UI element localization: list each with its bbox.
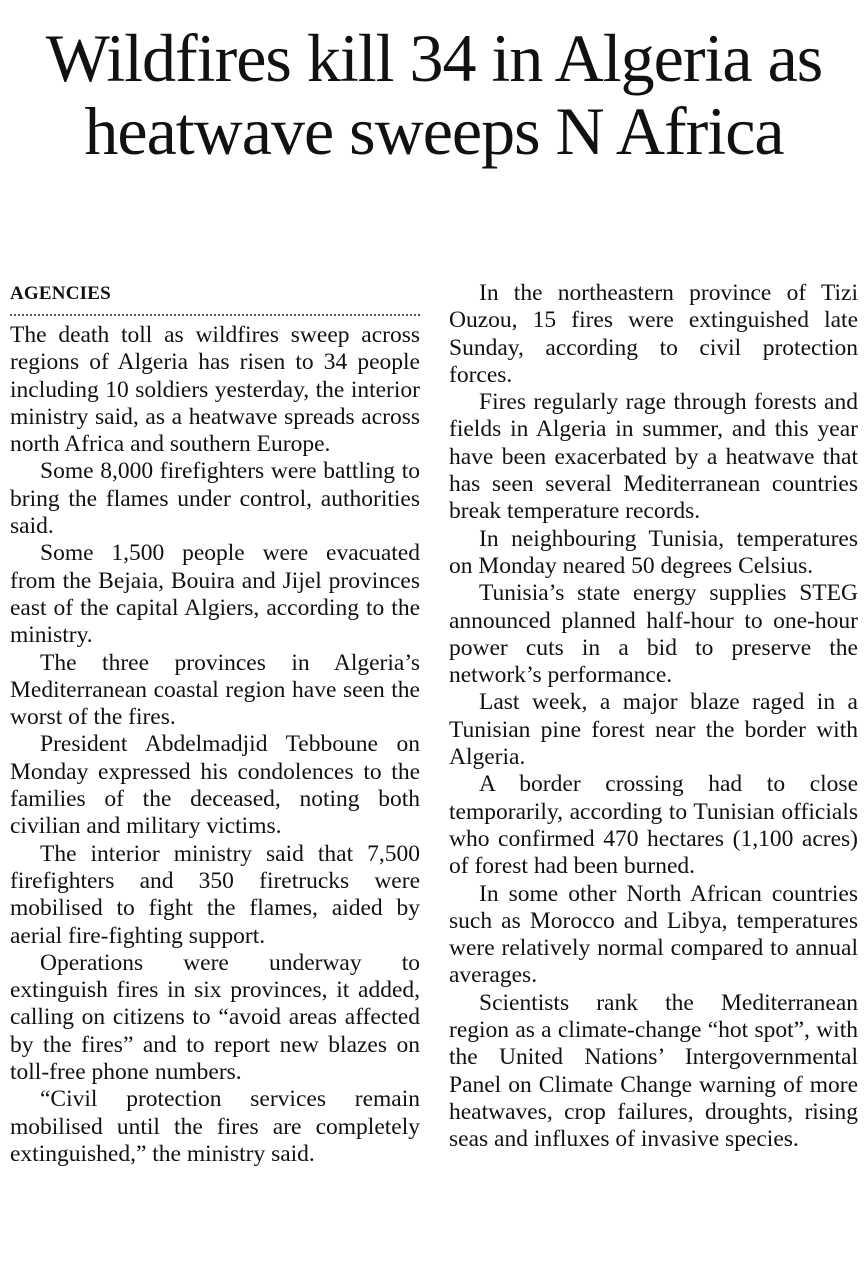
headline: Wildfires kill 34 in Algeria as heatwave sweeps N Africa: [45, 20, 823, 169]
article-paragraph: President Abdelmadjid Tebboune on Monday expressed his condolences to the families of the deceased, noting both civilian and military victims.: [10, 731, 420, 840]
article-paragraph: Scientists rank the Mediterranean region as a climate-change “hot spot”, with the United Nations’ Intergovernmental Panel on Climate Change warning of more heatwaves, crop failures, droughts, rising seas and influxes of invasive species.: [449, 989, 858, 1153]
article-column-left: [10, 280, 420, 1168]
article-paragraph: Operations were underway to extinguish fires in six provinces, it added, calling on citizens to “avoid areas affected by the fires” and to report new blazes on toll-free phone numbers.: [10, 949, 420, 1086]
article-paragraph: The death toll as wildfires sweep across regions of Algeria has risen to 34 people including 10 soldiers yesterday, the interior ministry said, as a heatwave spreads across north Africa and southern Europe.: [10, 322, 420, 458]
article-paragraph: In some other North African countries such as Morocco and Libya, temperatures were relatively normal compared to annual averages.: [449, 880, 858, 989]
byline: AGENCIES: [10, 280, 420, 316]
article-paragraph: Last week, a major blaze raged in a Tunisian pine forest near the border with Algeria.: [449, 689, 858, 771]
article-paragraph: Some 8,000 firefighters were battling to bring the flames under control, authorities said.: [10, 458, 420, 540]
article-paragraph: The interior ministry said that 7,500 firefighters and 350 firetrucks were mobilised to fight the flames, aided by aerial fire-fighting support.: [10, 840, 420, 949]
article-paragraph: The three provinces in Algeria’s Mediterranean coastal region have seen the worst of the fires.: [10, 649, 420, 731]
article-paragraph: In neighbouring Tunisia, temperatures on Monday neared 50 degrees Celsius.: [449, 525, 858, 579]
article-column-right: [449, 280, 858, 1154]
article-paragraph: “Civil protection services remain mobilised until the fires are completely extinguished,” the ministry said.: [10, 1086, 420, 1167]
article-paragraph: A border crossing had to close temporarily, according to Tunisian officials who confirmed 470 hectares (1,100 acres) of forest had been burned.: [449, 771, 858, 880]
article-paragraph: Fires regularly rage through forests and fields in Algeria in summer, and this year have been exacerbated by a heatwave that has seen several Mediterranean countries break temperature records.: [449, 389, 858, 525]
article-paragraph: Tunisia’s state energy supplies STEG announced planned half-hour to one-hour power cuts in a bid to preserve the network’s performance.: [449, 580, 858, 689]
article-paragraph: In the northeastern province of Tizi Ouzou, 15 fires were extinguished late Sunday, according to civil protection forces.: [449, 280, 858, 388]
article-paragraph: Some 1,500 people were evacuated from the Bejaia, Bouira and Jijel provinces east of the capital Algiers, according to the ministry.: [10, 540, 420, 649]
